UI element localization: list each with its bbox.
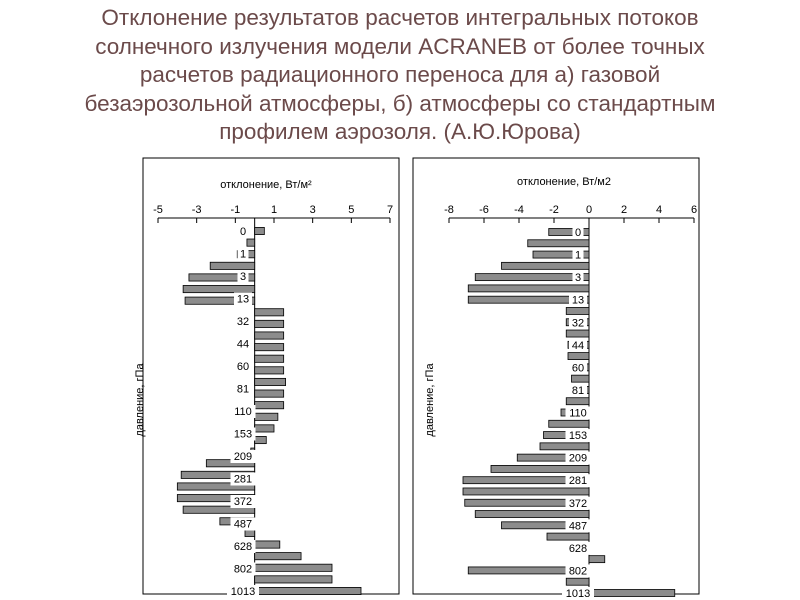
category-label: 802 [568,565,588,578]
bar [247,239,255,246]
x-tick-label: 5 [348,204,355,216]
bar [255,553,301,560]
bar [528,240,589,247]
bar [255,436,267,443]
category-label: 81 [236,383,250,396]
bar [566,398,589,405]
bar [255,390,284,397]
bar [210,262,254,269]
x-tick-label: 1 [270,204,278,216]
bar [255,425,274,432]
bar [547,533,589,540]
bar [255,309,284,316]
bar [566,330,589,337]
category-label: 281 [233,473,253,486]
bar [255,541,280,548]
x-tick-label: 2 [620,204,628,216]
category-label: 153 [233,428,253,441]
bar [463,488,589,495]
x-tick-label: 7 [386,204,394,216]
category-label: 153 [568,430,588,443]
category-label: 32 [236,316,250,328]
category-label: 372 [233,496,253,508]
x-tick-label: 4 [655,204,663,216]
x-tick-label: -8 [444,204,454,216]
chart-2 [413,158,699,600]
x-tick-label: -6 [479,204,489,216]
category-label: 32 [571,317,585,330]
bar [549,420,589,427]
bar [255,576,332,583]
bar [475,511,589,518]
y-axis-title: давление, гПа [424,363,436,437]
bar [572,375,590,382]
category-label: 628 [233,541,253,553]
category-label: 13 [236,293,250,306]
x-tick-label: 3 [309,204,316,216]
x-axis-title: отклонение, Вт/м² [220,179,312,191]
category-label: 110 [569,407,587,420]
bar [568,353,589,360]
category-label: 1 [574,249,582,262]
x-tick-label: -4 [514,204,524,216]
category-label: 1013 [565,588,591,600]
title-line-1: Отклонение результатов расчетов интегральных потоков [101,5,699,30]
bar [491,465,589,472]
category-label: 802 [233,563,253,576]
x-tick-label: -1 [230,204,241,216]
category-label: 0 [574,227,582,239]
x-tick-label: -3 [191,204,202,216]
category-label: 3 [239,271,247,283]
bar [255,564,332,571]
bar [255,367,284,374]
bar [468,285,589,292]
category-label: 44 [236,338,250,351]
category-label: 628 [568,542,588,555]
bar [502,262,590,269]
chart-1 [134,158,399,598]
bar [255,587,361,594]
category-label: 3 [574,272,582,285]
category-label: 209 [568,452,588,465]
bar [255,413,278,420]
category-label: 209 [233,451,253,463]
bar [475,274,589,281]
bar [589,556,605,563]
title-line-5: профилем аэрозоля. (А.Ю.Юрова) [219,119,581,144]
x-axis-title: отклонение, Вт/м2 [517,176,611,188]
bar [255,320,284,327]
y-axis-title: давление, гПа [134,363,146,437]
category-label: 60 [571,362,585,375]
x-tick-label: 0 [585,204,593,216]
bar [255,355,284,362]
category-label: 60 [236,361,250,373]
x-tick-label: -2 [549,204,559,216]
bar [566,307,589,314]
title-line-2: солнечного излучения модели ACRANEB от более точных [95,33,705,59]
category-label: 1013 [230,586,256,598]
bar [540,443,589,450]
category-label: 487 [233,518,253,531]
category-label: 110 [234,406,252,418]
category-label: 44 [571,339,585,352]
category-label: 487 [568,520,588,533]
category-label: 372 [568,497,588,510]
category-label: 81 [571,384,585,397]
title-line-4: безаэрозольной атмосферы, б) атмосферы со стандартным [84,90,716,116]
category-label: 281 [568,475,588,488]
chart-frame [143,158,399,594]
category-label: 1 [239,248,247,261]
bar [255,332,284,339]
category-label: 13 [571,294,585,307]
x-tick-label: -5 [153,204,163,216]
bar [255,402,284,409]
bar [566,578,589,585]
category-label: 0 [239,226,247,238]
bar [183,285,255,292]
bar [255,344,284,351]
bar [255,378,286,385]
x-tick-label: 6 [690,204,698,216]
bar [255,227,265,234]
bar [589,590,675,597]
title-line-3: расчетов радиационного переноса для а) газовой [139,62,661,87]
